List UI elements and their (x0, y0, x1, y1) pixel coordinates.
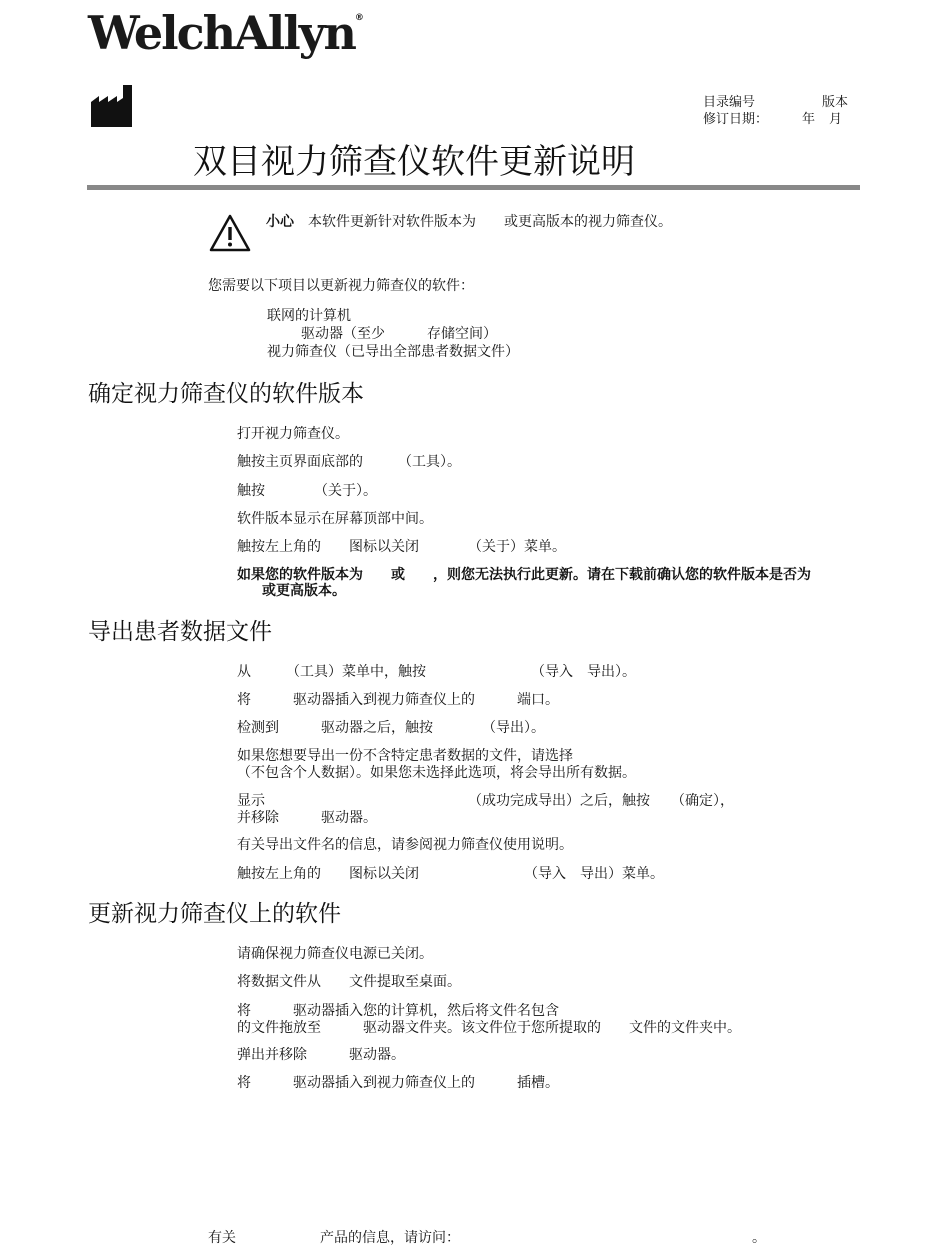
version-label: 版本 (822, 95, 849, 110)
catalog-number-label: 目录编号 (703, 95, 756, 110)
page-title: 双目视力筛查仪软件更新说明 (193, 142, 635, 182)
step-item: 触按左上角的 图标以关闭 （导入 导出）菜单。 (237, 866, 664, 882)
step-item: 触按左上角的 图标以关闭 （关于）菜单。 (237, 539, 566, 555)
step-item: 显示 （成功完成导出）之后，触按 （确定）， 并移除 驱动器。 (237, 793, 734, 826)
step-item: 打开视力筛查仪。 (237, 426, 349, 442)
step-item: 将 驱动器插入到视力筛查仪上的 插槽。 (237, 1075, 559, 1091)
step-item: 请确保视力筛查仪电源已关闭。 (237, 946, 433, 962)
welch-allyn-logo: WelchAllyn® (88, 6, 364, 60)
caution-label: 小心 (266, 214, 294, 230)
footer-period: 。 (752, 1230, 766, 1246)
title-divider (87, 185, 860, 190)
revision-date-label: 修订日期： (703, 112, 769, 127)
step-item: 弹出并移除 驱动器。 (237, 1047, 405, 1063)
section-heading-update: 更新视力筛查仪上的软件 (88, 901, 341, 927)
footer-info-text: 有关 产品的信息，请访问： (208, 1230, 460, 1246)
step-item: 有关导出文件名的信息，请参阅视力筛查仪使用说明。 (237, 837, 573, 853)
step-item: 从 （工具）菜单中，触按 （导入 导出）。 (237, 664, 636, 680)
step-item: 将 驱动器插入到视力筛查仪上的 端口。 (237, 692, 559, 708)
requirements-intro: 您需要以下项目以更新视力筛查仪的软件： (208, 278, 474, 294)
caution-text: 本软件更新针对软件版本为 或更高版本的视力筛查仪。 (308, 214, 672, 230)
step-item: 软件版本显示在屏幕顶部中间。 (237, 511, 433, 527)
step-item: 如果您想要导出一份不含特定患者数据的文件，请选择 （不包含个人数据）。如果您未选择此选项，将会导出所有数据。 (237, 748, 636, 781)
manufacturer-icon (90, 84, 134, 128)
year-label: 年 (802, 112, 816, 127)
month-label: 月 (829, 112, 843, 127)
step-item: 触按主页界面底部的 （工具）。 (237, 454, 461, 470)
section-heading-export: 导出患者数据文件 (88, 619, 272, 645)
version-warning-note: 如果您的软件版本为 或 ，则您无法执行此更新。请在下载前确认您的软件版本是否为 (237, 567, 811, 583)
step-item: 将数据文件从 文件提取至桌面。 (237, 974, 461, 990)
requirement-item: 驱动器（至少 存储空间） (301, 326, 497, 342)
requirement-item: 视力筛查仪（已导出全部患者数据文件） (267, 344, 519, 360)
step-item: 将 驱动器插入您的计算机，然后将文件名包含 的文件拖放至 驱动器文件夹。该文件位于您所提取的 文件的文件夹中。 (237, 1003, 741, 1036)
section-heading-version: 确定视力筛查仪的软件版本 (88, 381, 364, 407)
step-item: 触按 （关于）。 (237, 483, 377, 499)
step-item: 检测到 驱动器之后，触按 （导出）。 (237, 720, 545, 736)
warning-icon (208, 213, 252, 253)
version-warning-note-cont: 或更高版本。 (262, 583, 346, 599)
requirement-item: 联网的计算机 (267, 308, 351, 324)
